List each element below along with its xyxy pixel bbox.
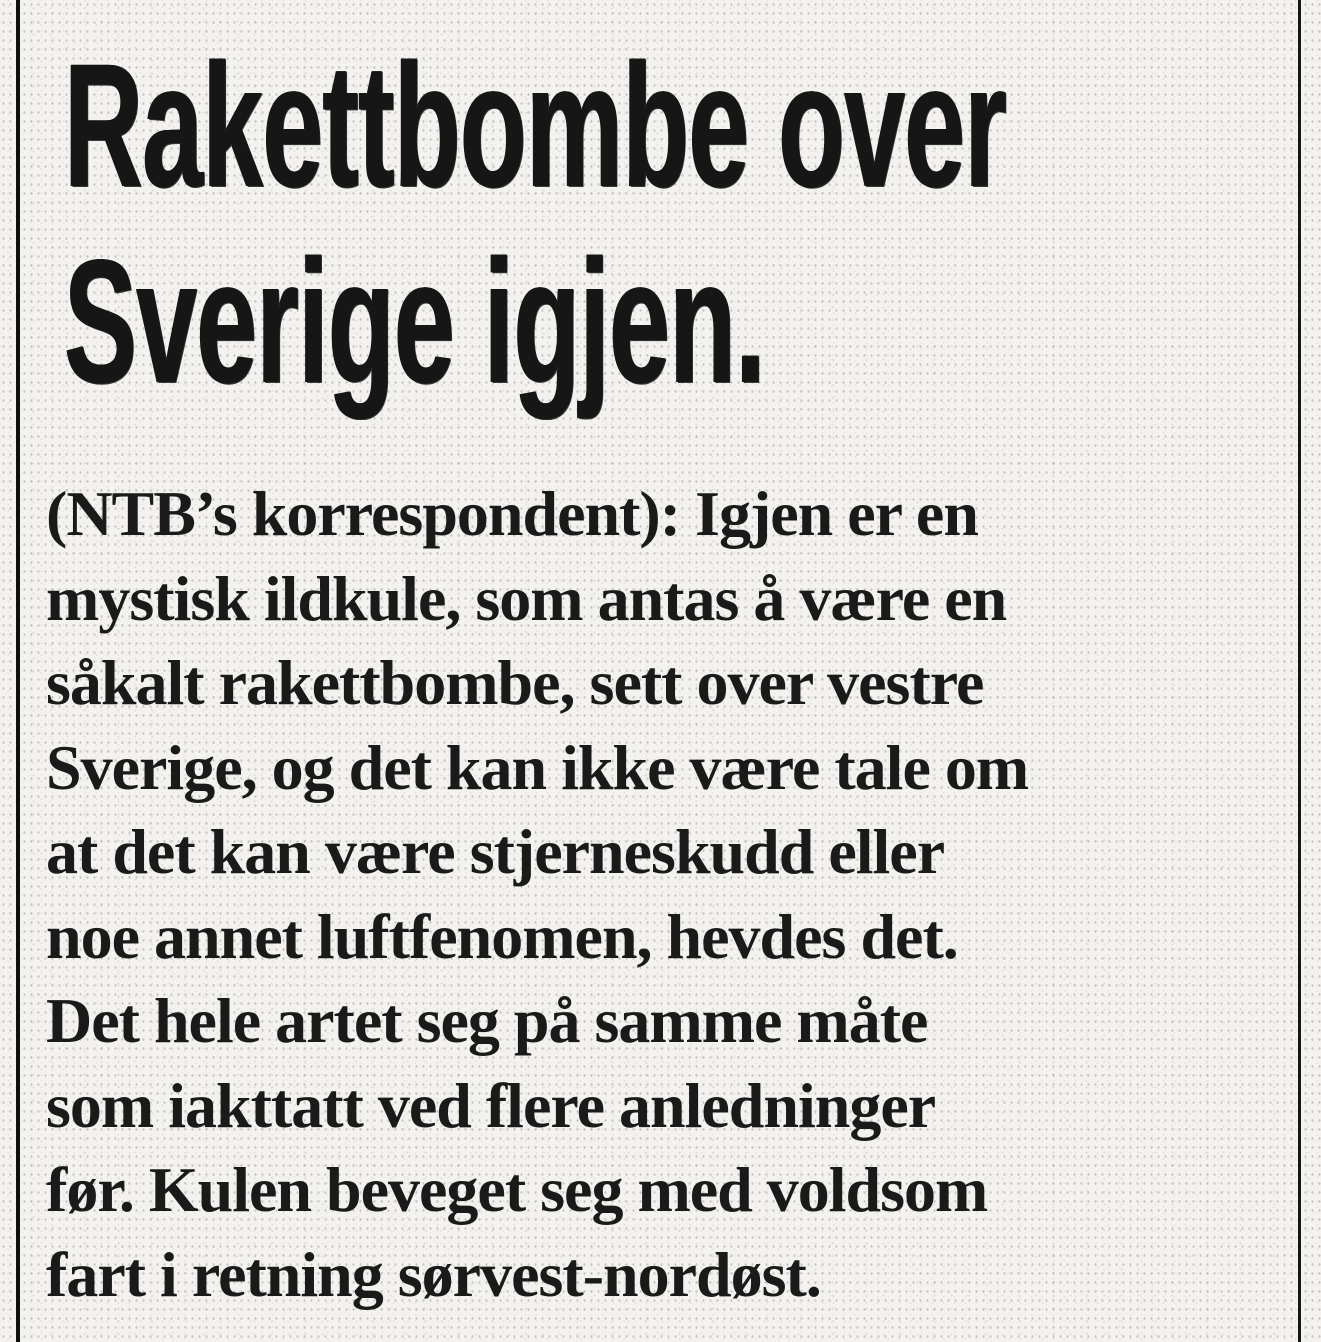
article-line: før. Kulen beveget seg med voldsom: [46, 1154, 988, 1225]
headline: [64, 28, 1007, 420]
article-line: fart i retning sørvest-nordøst.: [46, 1238, 821, 1310]
headline-line-1: Rakettbombe over: [64, 28, 1007, 224]
article-body: [46, 472, 1282, 1317]
article-line: (NTB’s korrespondent): Igjen er en: [46, 478, 978, 549]
article-line: såkalt rakettbombe, sett over vestre: [46, 647, 984, 718]
column-rule-left: [16, 0, 20, 1342]
article-line: Sverige, og det kan ikke være tale om: [46, 731, 1029, 803]
article-line: Det hele artet seg på samme måte: [46, 985, 928, 1056]
article-line: at det kan være stjerneskudd eller: [46, 816, 945, 887]
article-line: mystisk ildkule, som antas å være en: [46, 562, 1007, 634]
article-line: som iakttatt ved flere anledninger: [46, 1069, 936, 1141]
article-line: noe annet luftfenomen, hevdes det.: [46, 900, 958, 972]
column-rule-right: [1298, 0, 1301, 1342]
headline-line-2: Sverige igjen.: [64, 224, 765, 420]
